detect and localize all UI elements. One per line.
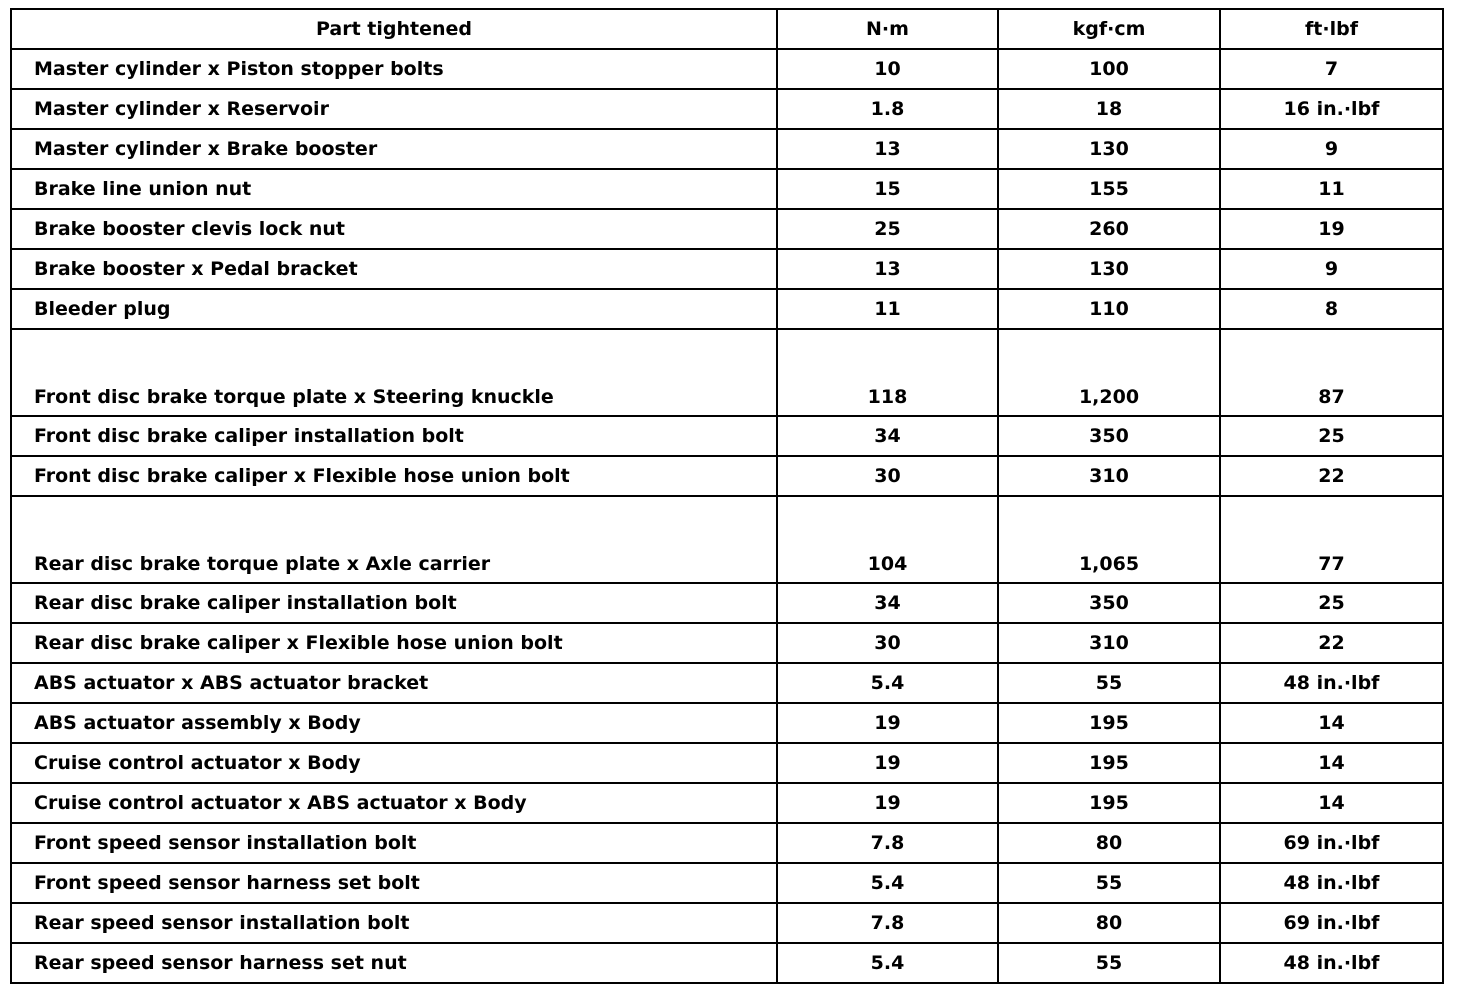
kgf-cell: 1,065 [998,496,1220,583]
part-cell: Front disc brake torque plate x Steering knuckle [11,329,777,416]
nm-cell: 10 [777,49,998,89]
nm-cell: 30 [777,456,998,496]
table-row [11,583,1443,623]
ft-cell: 14 [1220,703,1443,743]
table-header [11,9,1443,49]
kgf-cell: 1,200 [998,329,1220,416]
table-row [11,623,1443,663]
ft-cell: 9 [1220,249,1443,289]
part-cell: Master cylinder x Reservoir [11,89,777,129]
part-cell: Front speed sensor harness set bolt [11,863,777,903]
nm-cell: 34 [777,583,998,623]
ft-cell: 48 in.·lbf [1220,943,1443,983]
table-row [11,249,1443,289]
kgf-cell: 55 [998,863,1220,903]
ft-cell: 19 [1220,209,1443,249]
table-row [11,129,1443,169]
part-cell: ABS actuator x ABS actuator bracket [11,663,777,703]
kgf-cell: 55 [998,663,1220,703]
kgf-cell: 350 [998,583,1220,623]
nm-cell: 19 [777,703,998,743]
table-row [11,209,1443,249]
table-row [11,703,1443,743]
part-cell: Rear disc brake caliper installation bolt [11,583,777,623]
table-row [11,743,1443,783]
table-row [11,169,1443,209]
part-cell: Front disc brake caliper x Flexible hose union bolt [11,456,777,496]
kgf-cell: 260 [998,209,1220,249]
nm-cell: 118 [777,329,998,416]
nm-cell: 34 [777,416,998,456]
kgf-cell: 310 [998,456,1220,496]
part-cell: Front disc brake caliper installation bolt [11,416,777,456]
table-row [11,663,1443,703]
nm-cell: 13 [777,249,998,289]
torque-specification-table [10,8,1444,984]
nm-cell: 15 [777,169,998,209]
part-cell: Master cylinder x Brake booster [11,129,777,169]
ft-cell: 48 in.·lbf [1220,863,1443,903]
part-cell: Rear speed sensor installation bolt [11,903,777,943]
header-row [11,9,1443,49]
ft-cell: 22 [1220,456,1443,496]
kgf-cell: 130 [998,249,1220,289]
part-cell: Brake booster clevis lock nut [11,209,777,249]
kgf-cell: 195 [998,703,1220,743]
nm-cell: 11 [777,289,998,329]
table-row [11,456,1443,496]
kgf-cell: 195 [998,743,1220,783]
table-row [11,89,1443,129]
kgf-cell: 100 [998,49,1220,89]
table-row [11,863,1443,903]
kgf-cell: 350 [998,416,1220,456]
table-row [11,823,1443,863]
part-cell: Master cylinder x Piston stopper bolts [11,49,777,89]
nm-cell: 5.4 [777,663,998,703]
nm-cell: 13 [777,129,998,169]
kgf-cell: 310 [998,623,1220,663]
nm-cell: 30 [777,623,998,663]
kgf-cell: 195 [998,783,1220,823]
kgf-cell: 80 [998,823,1220,863]
ft-cell: 25 [1220,583,1443,623]
table-row [11,289,1443,329]
table-row [11,903,1443,943]
part-cell: Rear disc brake caliper x Flexible hose union bolt [11,623,777,663]
ft-cell: 87 [1220,329,1443,416]
part-cell: Rear speed sensor harness set nut [11,943,777,983]
header-newton-meter: N·m [777,9,998,49]
ft-cell: 14 [1220,743,1443,783]
ft-cell: 22 [1220,623,1443,663]
nm-cell: 5.4 [777,943,998,983]
table-body [11,49,1443,983]
ft-cell: 48 in.·lbf [1220,663,1443,703]
table-row [11,496,1443,583]
ft-cell: 69 in.·lbf [1220,903,1443,943]
part-cell: Cruise control actuator x Body [11,743,777,783]
ft-cell: 25 [1220,416,1443,456]
kgf-cell: 80 [998,903,1220,943]
nm-cell: 25 [777,209,998,249]
part-cell: Front speed sensor installation bolt [11,823,777,863]
nm-cell: 7.8 [777,903,998,943]
ft-cell: 77 [1220,496,1443,583]
ft-cell: 11 [1220,169,1443,209]
nm-cell: 1.8 [777,89,998,129]
kgf-cell: 130 [998,129,1220,169]
ft-cell: 8 [1220,289,1443,329]
kgf-cell: 155 [998,169,1220,209]
part-cell: Brake booster x Pedal bracket [11,249,777,289]
table-row [11,49,1443,89]
part-cell: ABS actuator assembly x Body [11,703,777,743]
nm-cell: 104 [777,496,998,583]
ft-cell: 9 [1220,129,1443,169]
nm-cell: 7.8 [777,823,998,863]
table-row [11,416,1443,456]
nm-cell: 19 [777,783,998,823]
table-row [11,783,1443,823]
header-ft-lbf: ft·lbf [1220,9,1443,49]
kgf-cell: 18 [998,89,1220,129]
part-cell: Rear disc brake torque plate x Axle carrier [11,496,777,583]
ft-cell: 69 in.·lbf [1220,823,1443,863]
ft-cell: 16 in.·lbf [1220,89,1443,129]
part-cell: Bleeder plug [11,289,777,329]
part-cell: Cruise control actuator x ABS actuator x Body [11,783,777,823]
table-row [11,943,1443,983]
nm-cell: 19 [777,743,998,783]
header-part-tightened: Part tightened [11,9,777,49]
ft-cell: 14 [1220,783,1443,823]
header-kgf-cm: kgf·cm [998,9,1220,49]
nm-cell: 5.4 [777,863,998,903]
table-row [11,329,1443,416]
kgf-cell: 55 [998,943,1220,983]
kgf-cell: 110 [998,289,1220,329]
ft-cell: 7 [1220,49,1443,89]
part-cell: Brake line union nut [11,169,777,209]
